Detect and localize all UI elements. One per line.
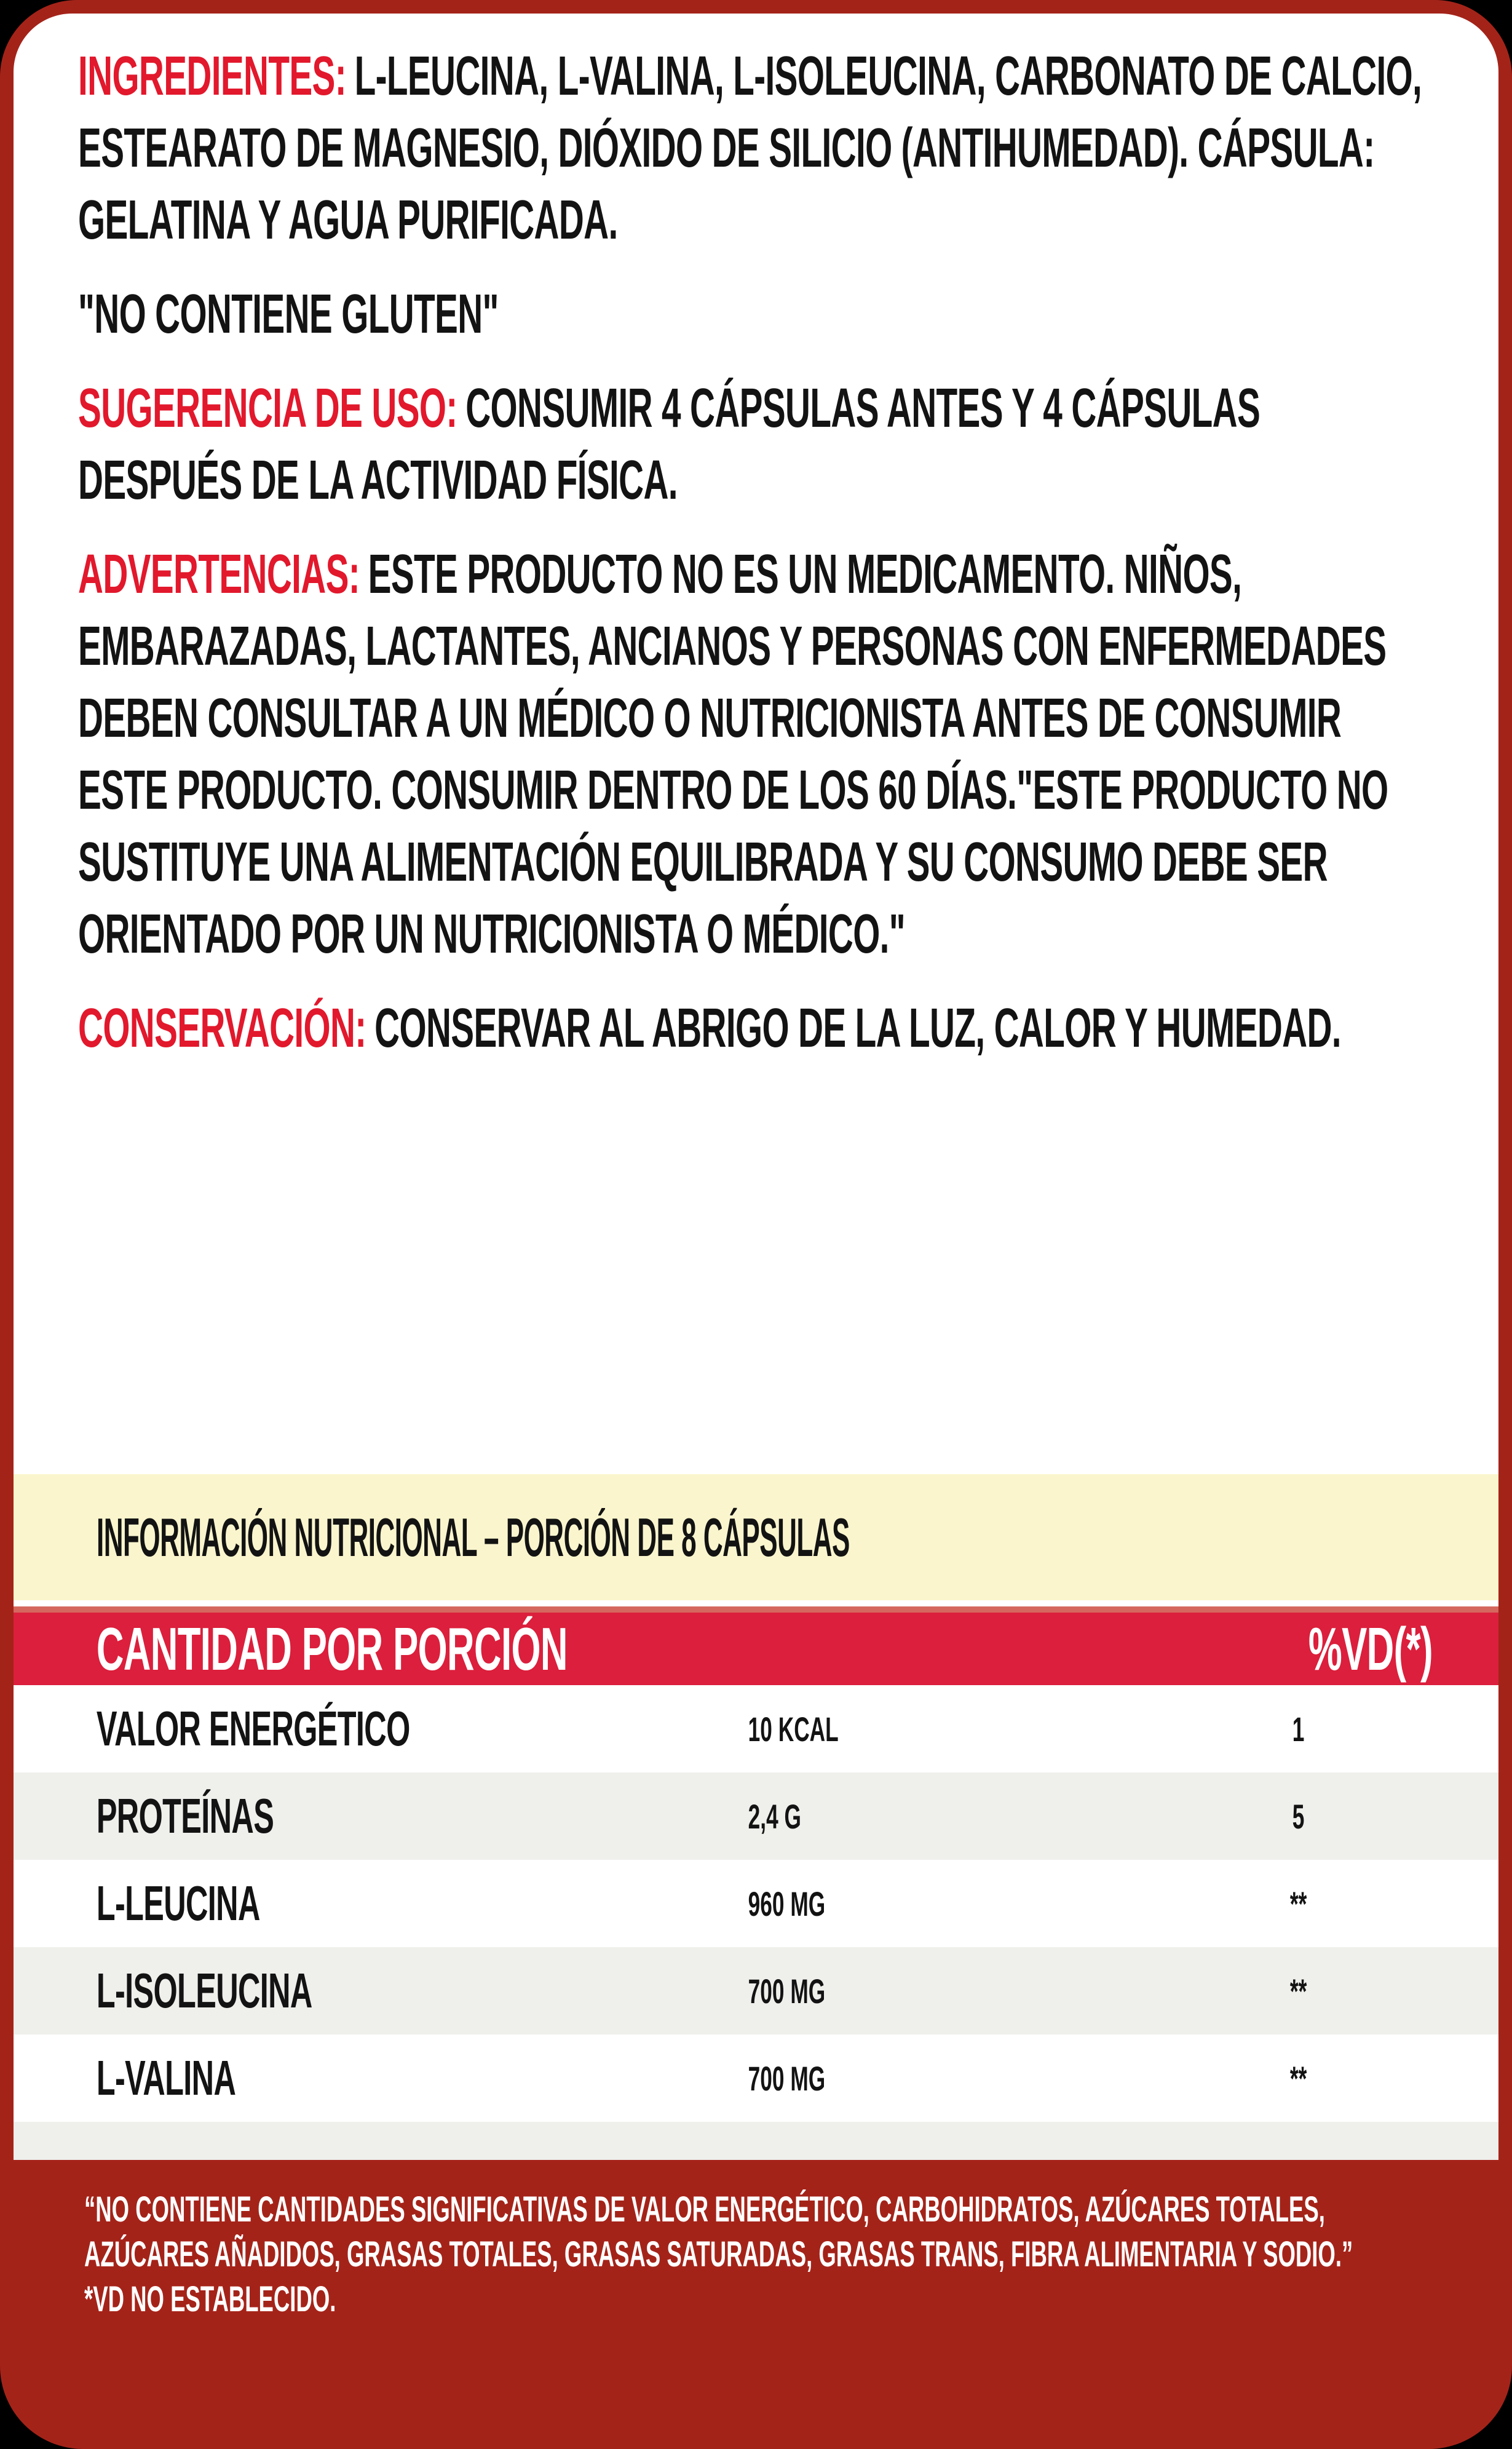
storage-section bbox=[78, 993, 1425, 1065]
row-name: VALOR ENERGÉTICO bbox=[96, 1701, 410, 1756]
warnings-label: ADVERTENCIAS: bbox=[78, 544, 360, 605]
info-text-block bbox=[14, 14, 1498, 1474]
nutrition-band bbox=[14, 1474, 1498, 1600]
row-vd: 5 bbox=[1292, 1796, 1305, 1836]
row-amount: 10 KCAL bbox=[748, 1709, 839, 1748]
ingredients-label: INGREDIENTES: bbox=[78, 46, 346, 107]
row-vd: ** bbox=[1289, 1884, 1307, 1923]
storage-label: CONSERVACIÓN: bbox=[78, 998, 366, 1059]
table-row bbox=[14, 2034, 1498, 2122]
warnings-text: ESTE PRODUCTO NO ES UN MEDICAMENTO. NIÑOS, EMBARAZADAS, LACTANTES, ANCIANOS Y PERSONAS CON ENFERMEDADES DEBEN CONSULTAR A UN MÉDICO O NUTRICIONISTA ANTES DE CONSUMIR ESTE PRODUCTO. CONSUMIR DENTRO DE LOS 60 DÍAS."ESTE PRODUCTO NO SUSTITUYE UNA ALIMENTACIÓN EQUILIBRADA Y SU CONSUMO DEBE SER ORIENTADO POR UN NUTRICIONISTA O MÉDICO." bbox=[78, 544, 1388, 965]
nutrition-band-title: INFORMACIÓN NUTRICIONAL – PORCIÓN DE 8 CÁPSULAS bbox=[97, 1506, 850, 1568]
table-row bbox=[14, 1860, 1498, 1947]
warnings-section bbox=[78, 539, 1425, 970]
footer-disclaimer: “NO CONTIENE CANTIDADES SIGNIFICATIVAS DE VALOR ENERGÉTICO, CARBOHIDRATOS, AZÚCARES TOTALES, AZÚCARES AÑADIDOS, GRASAS TOTALES, GRASAS SATURADAS, GRASAS TRANS, FIBRA ALIMENTARIA Y SODIO.” bbox=[84, 2189, 1353, 2275]
ingredients-text: L-LEUCINA, L-VALINA, L-ISOLEUCINA, CARBONATO DE CALCIO, ESTEARATO DE MAGNESIO, DIÓXIDO DE SILICIO (ANTIHUMEDAD). CÁPSULA: GELATINA Y AGUA PURIFICADA. bbox=[78, 46, 1422, 251]
gluten-claim-text: "NO CONTIENE GLUTEN" bbox=[78, 284, 499, 345]
usage-section bbox=[78, 373, 1425, 517]
row-vd: ** bbox=[1289, 2058, 1307, 2098]
label-content-area bbox=[14, 14, 1498, 2160]
table-row bbox=[14, 1685, 1498, 1772]
row-name: PROTEÍNAS bbox=[96, 1788, 274, 1843]
row-vd: ** bbox=[1289, 1971, 1307, 2010]
row-amount: 700 MG bbox=[748, 2058, 826, 2098]
row-vd: 1 bbox=[1292, 1709, 1305, 1748]
row-name: L-ISOLEUCINA bbox=[96, 1963, 312, 2018]
table-header-row bbox=[14, 1613, 1498, 1685]
usage-label: SUGERENCIA DE USO: bbox=[78, 378, 457, 439]
row-name: L-LEUCINA bbox=[96, 1876, 260, 1931]
band-gap bbox=[14, 1600, 1498, 1606]
row-amount: 960 MG bbox=[748, 1884, 826, 1923]
usage-text: CONSUMIR 4 CÁPSULAS ANTES Y 4 CÁPSULAS DESPUÉS DE LA ACTIVIDAD FÍSICA. bbox=[78, 378, 1261, 511]
table-header-amount-per-serving: CANTIDAD POR PORCIÓN bbox=[96, 1614, 568, 1683]
table-bottom-band bbox=[14, 2122, 1498, 2160]
row-name: L-VALINA bbox=[96, 2050, 236, 2105]
storage-text: CONSERVAR AL ABRIGO DE LA LUZ, CALOR Y HUMEDAD. bbox=[374, 998, 1341, 1059]
row-amount: 700 MG bbox=[748, 1971, 826, 2010]
gluten-claim bbox=[78, 279, 1425, 351]
table-header-vd: %VD(*) bbox=[1308, 1614, 1433, 1683]
table-row bbox=[14, 1947, 1498, 2034]
ingredients-section bbox=[78, 41, 1425, 256]
footer-disclaimer-area bbox=[14, 2160, 1498, 2449]
table-header-top-stripe bbox=[14, 1606, 1498, 1613]
row-amount: 2,4 G bbox=[748, 1796, 801, 1836]
table-row bbox=[14, 1772, 1498, 1860]
footer-vd-note: *VD NO ESTABLECIDO. bbox=[84, 2279, 336, 2320]
